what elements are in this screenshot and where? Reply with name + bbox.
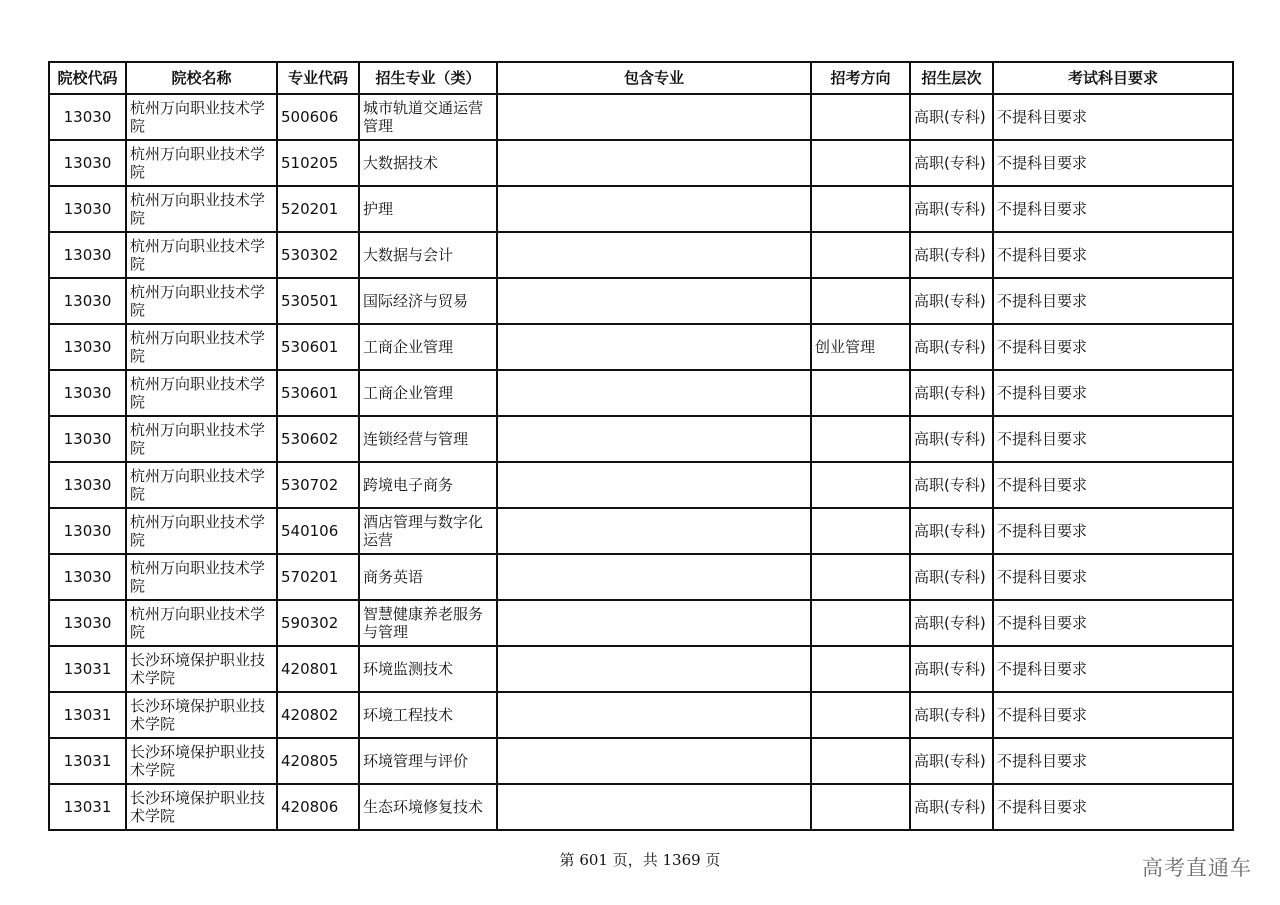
header-school-name: 院校名称 bbox=[126, 62, 277, 94]
cell-school-name: 杭州万向职业技术学院 bbox=[126, 186, 277, 232]
table-row bbox=[49, 692, 1233, 738]
cell-major-code: 420806 bbox=[277, 784, 359, 830]
cell-major-code: 420802 bbox=[277, 692, 359, 738]
cell-subject-requirement: 不提科目要求 bbox=[993, 324, 1233, 370]
cell-included-majors bbox=[497, 370, 811, 416]
cell-direction bbox=[811, 140, 910, 186]
cell-level: 高职(专科) bbox=[910, 600, 993, 646]
cell-school-code: 13030 bbox=[49, 278, 126, 324]
cell-subject-requirement: 不提科目要求 bbox=[993, 738, 1233, 784]
cell-subject-requirement: 不提科目要求 bbox=[993, 600, 1233, 646]
cell-school-name: 杭州万向职业技术学院 bbox=[126, 554, 277, 600]
cell-level: 高职(专科) bbox=[910, 554, 993, 600]
cell-level: 高职(专科) bbox=[910, 508, 993, 554]
cell-direction bbox=[811, 646, 910, 692]
cell-school-code: 13030 bbox=[49, 186, 126, 232]
cell-subject-requirement: 不提科目要求 bbox=[993, 370, 1233, 416]
cell-subject-requirement: 不提科目要求 bbox=[993, 554, 1233, 600]
cell-included-majors bbox=[497, 692, 811, 738]
cell-major-code: 530601 bbox=[277, 370, 359, 416]
cell-school-name: 杭州万向职业技术学院 bbox=[126, 324, 277, 370]
cell-level: 高职(专科) bbox=[910, 692, 993, 738]
cell-direction bbox=[811, 462, 910, 508]
table-row bbox=[49, 324, 1233, 370]
cell-major: 工商企业管理 bbox=[359, 370, 497, 416]
cell-level: 高职(专科) bbox=[910, 278, 993, 324]
cell-major-code: 540106 bbox=[277, 508, 359, 554]
cell-level: 高职(专科) bbox=[910, 232, 993, 278]
cell-direction bbox=[811, 508, 910, 554]
cell-subject-requirement: 不提科目要求 bbox=[993, 140, 1233, 186]
cell-major: 大数据技术 bbox=[359, 140, 497, 186]
cell-major-code: 420801 bbox=[277, 646, 359, 692]
cell-major-code: 570201 bbox=[277, 554, 359, 600]
cell-major: 大数据与会计 bbox=[359, 232, 497, 278]
cell-school-name: 杭州万向职业技术学院 bbox=[126, 94, 277, 140]
cell-major: 城市轨道交通运营管理 bbox=[359, 94, 497, 140]
table-row bbox=[49, 784, 1233, 830]
table-header-row bbox=[49, 62, 1233, 94]
cell-school-code: 13030 bbox=[49, 370, 126, 416]
header-level: 招生层次 bbox=[910, 62, 993, 94]
cell-school-name: 杭州万向职业技术学院 bbox=[126, 370, 277, 416]
cell-major-code: 530302 bbox=[277, 232, 359, 278]
cell-major-code: 520201 bbox=[277, 186, 359, 232]
cell-direction bbox=[811, 738, 910, 784]
cell-included-majors bbox=[497, 232, 811, 278]
cell-level: 高职(专科) bbox=[910, 738, 993, 784]
cell-direction bbox=[811, 554, 910, 600]
cell-school-code: 13030 bbox=[49, 232, 126, 278]
cell-major-code: 530702 bbox=[277, 462, 359, 508]
cell-direction bbox=[811, 278, 910, 324]
cell-major-code: 420805 bbox=[277, 738, 359, 784]
cell-level: 高职(专科) bbox=[910, 186, 993, 232]
cell-subject-requirement: 不提科目要求 bbox=[993, 646, 1233, 692]
cell-included-majors bbox=[497, 784, 811, 830]
cell-subject-requirement: 不提科目要求 bbox=[993, 232, 1233, 278]
cell-included-majors bbox=[497, 462, 811, 508]
cell-school-code: 13030 bbox=[49, 140, 126, 186]
cell-major-code: 510205 bbox=[277, 140, 359, 186]
cell-included-majors bbox=[497, 646, 811, 692]
table-row bbox=[49, 416, 1233, 462]
cell-major: 环境管理与评价 bbox=[359, 738, 497, 784]
table-row bbox=[49, 600, 1233, 646]
cell-school-code: 13030 bbox=[49, 416, 126, 462]
table-row bbox=[49, 278, 1233, 324]
cell-direction bbox=[811, 370, 910, 416]
cell-major-code: 530602 bbox=[277, 416, 359, 462]
page-number: 第 601 页，共 1369 页 bbox=[559, 851, 721, 869]
table-row bbox=[49, 140, 1233, 186]
cell-subject-requirement: 不提科目要求 bbox=[993, 462, 1233, 508]
cell-level: 高职(专科) bbox=[910, 324, 993, 370]
cell-school-name: 杭州万向职业技术学院 bbox=[126, 232, 277, 278]
cell-direction bbox=[811, 784, 910, 830]
cell-included-majors bbox=[497, 416, 811, 462]
cell-school-name: 长沙环境保护职业技术学院 bbox=[126, 784, 277, 830]
cell-major: 护理 bbox=[359, 186, 497, 232]
cell-school-name: 杭州万向职业技术学院 bbox=[126, 508, 277, 554]
cell-level: 高职(专科) bbox=[910, 140, 993, 186]
cell-subject-requirement: 不提科目要求 bbox=[993, 278, 1233, 324]
cell-level: 高职(专科) bbox=[910, 94, 993, 140]
cell-school-name: 杭州万向职业技术学院 bbox=[126, 462, 277, 508]
cell-direction bbox=[811, 416, 910, 462]
cell-major-code: 530501 bbox=[277, 278, 359, 324]
cell-school-name: 杭州万向职业技术学院 bbox=[126, 600, 277, 646]
table-row bbox=[49, 94, 1233, 140]
cell-level: 高职(专科) bbox=[910, 646, 993, 692]
header-included-majors: 包含专业 bbox=[497, 62, 811, 94]
cell-included-majors bbox=[497, 738, 811, 784]
cell-school-name: 长沙环境保护职业技术学院 bbox=[126, 646, 277, 692]
admissions-table-container bbox=[48, 61, 1232, 831]
cell-school-name: 杭州万向职业技术学院 bbox=[126, 416, 277, 462]
cell-subject-requirement: 不提科目要求 bbox=[993, 94, 1233, 140]
cell-school-code: 13030 bbox=[49, 94, 126, 140]
table-row bbox=[49, 646, 1233, 692]
cell-major: 连锁经营与管理 bbox=[359, 416, 497, 462]
cell-major: 跨境电子商务 bbox=[359, 462, 497, 508]
cell-major: 商务英语 bbox=[359, 554, 497, 600]
watermark: 高考直通车 bbox=[1142, 856, 1252, 880]
cell-included-majors bbox=[497, 278, 811, 324]
table-body bbox=[49, 94, 1233, 830]
cell-school-code: 13031 bbox=[49, 646, 126, 692]
cell-major: 环境工程技术 bbox=[359, 692, 497, 738]
cell-major: 酒店管理与数字化运营 bbox=[359, 508, 497, 554]
cell-direction bbox=[811, 692, 910, 738]
cell-school-code: 13030 bbox=[49, 600, 126, 646]
cell-major: 环境监测技术 bbox=[359, 646, 497, 692]
cell-major-code: 590302 bbox=[277, 600, 359, 646]
cell-school-name: 杭州万向职业技术学院 bbox=[126, 278, 277, 324]
cell-direction bbox=[811, 186, 910, 232]
cell-subject-requirement: 不提科目要求 bbox=[993, 186, 1233, 232]
cell-major: 生态环境修复技术 bbox=[359, 784, 497, 830]
cell-major: 智慧健康养老服务与管理 bbox=[359, 600, 497, 646]
cell-major-code: 500606 bbox=[277, 94, 359, 140]
table-row bbox=[49, 508, 1233, 554]
cell-major: 工商企业管理 bbox=[359, 324, 497, 370]
cell-school-code: 13031 bbox=[49, 692, 126, 738]
admissions-table bbox=[48, 61, 1234, 831]
cell-subject-requirement: 不提科目要求 bbox=[993, 692, 1233, 738]
cell-subject-requirement: 不提科目要求 bbox=[993, 784, 1233, 830]
cell-direction: 创业管理 bbox=[811, 324, 910, 370]
cell-included-majors bbox=[497, 600, 811, 646]
cell-level: 高职(专科) bbox=[910, 370, 993, 416]
cell-level: 高职(专科) bbox=[910, 784, 993, 830]
table-row bbox=[49, 186, 1233, 232]
cell-direction bbox=[811, 232, 910, 278]
table-row bbox=[49, 462, 1233, 508]
cell-included-majors bbox=[497, 140, 811, 186]
cell-school-code: 13030 bbox=[49, 554, 126, 600]
cell-subject-requirement: 不提科目要求 bbox=[993, 416, 1233, 462]
header-major-code: 专业代码 bbox=[277, 62, 359, 94]
table-row bbox=[49, 370, 1233, 416]
cell-included-majors bbox=[497, 186, 811, 232]
cell-school-code: 13030 bbox=[49, 462, 126, 508]
header-subject-requirement: 考试科目要求 bbox=[993, 62, 1233, 94]
cell-included-majors bbox=[497, 94, 811, 140]
cell-direction bbox=[811, 600, 910, 646]
cell-school-code: 13030 bbox=[49, 324, 126, 370]
header-major: 招生专业（类） bbox=[359, 62, 497, 94]
cell-direction bbox=[811, 94, 910, 140]
cell-school-name: 长沙环境保护职业技术学院 bbox=[126, 738, 277, 784]
cell-subject-requirement: 不提科目要求 bbox=[993, 508, 1233, 554]
table-row bbox=[49, 554, 1233, 600]
cell-school-name: 长沙环境保护职业技术学院 bbox=[126, 692, 277, 738]
cell-school-code: 13031 bbox=[49, 738, 126, 784]
cell-major: 国际经济与贸易 bbox=[359, 278, 497, 324]
cell-school-code: 13031 bbox=[49, 784, 126, 830]
cell-level: 高职(专科) bbox=[910, 462, 993, 508]
cell-included-majors bbox=[497, 554, 811, 600]
cell-major-code: 530601 bbox=[277, 324, 359, 370]
cell-school-name: 杭州万向职业技术学院 bbox=[126, 140, 277, 186]
header-school-code: 院校代码 bbox=[49, 62, 126, 94]
cell-level: 高职(专科) bbox=[910, 416, 993, 462]
cell-school-code: 13030 bbox=[49, 508, 126, 554]
cell-included-majors bbox=[497, 324, 811, 370]
cell-included-majors bbox=[497, 508, 811, 554]
header-direction: 招考方向 bbox=[811, 62, 910, 94]
table-row bbox=[49, 232, 1233, 278]
table-row bbox=[49, 738, 1233, 784]
